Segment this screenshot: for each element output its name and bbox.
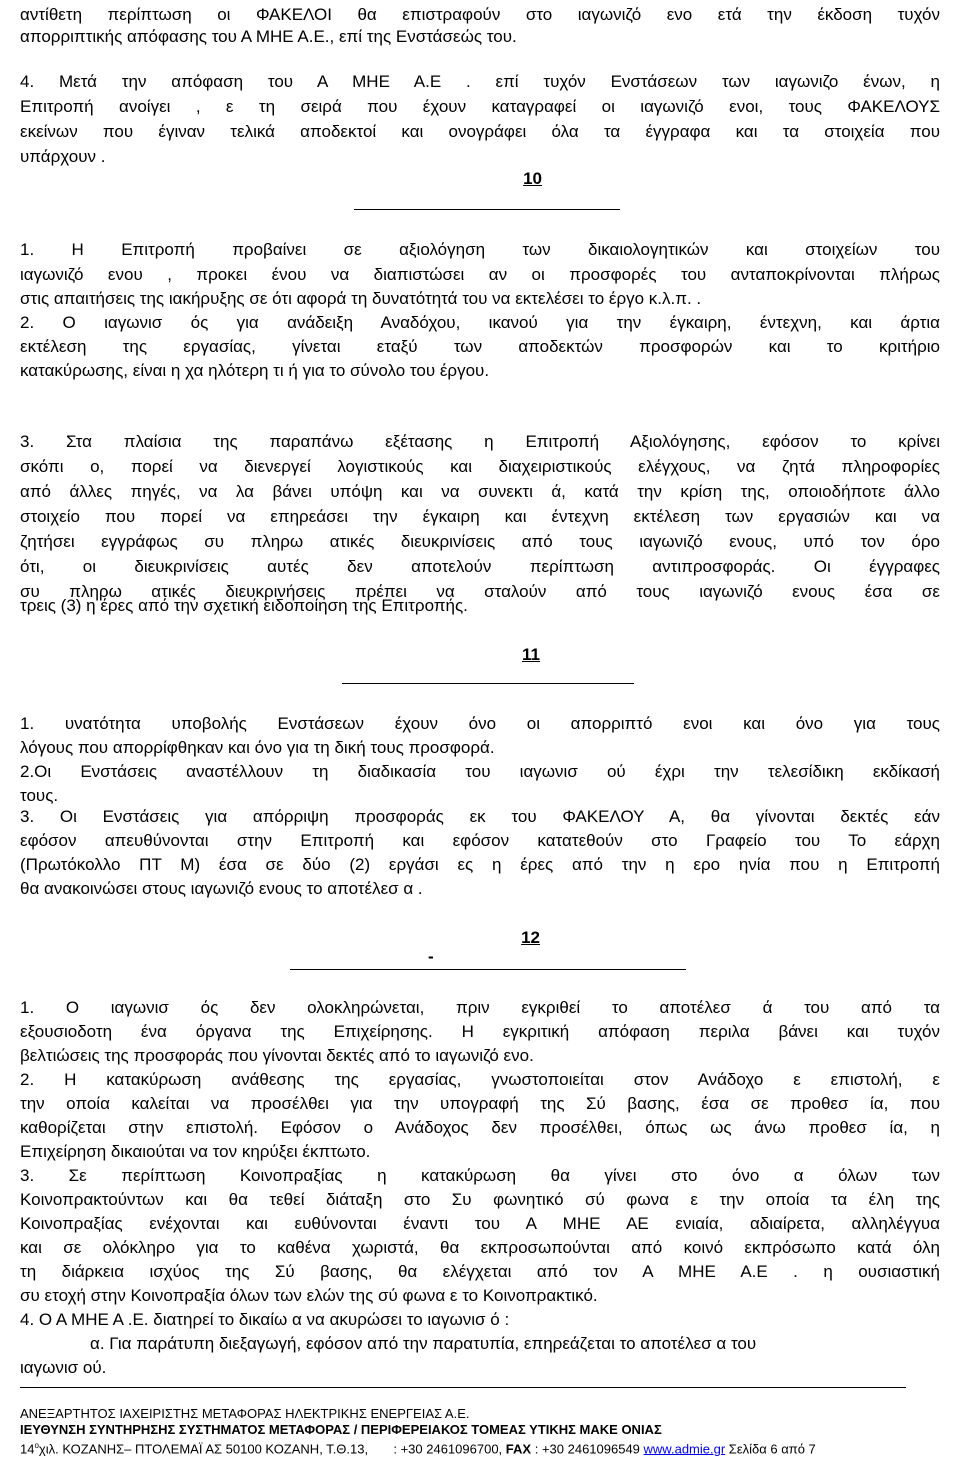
text-line: Επιχείρηση δικαιούται να τον κηρύξει έκπτωτο. (20, 1142, 371, 1161)
text-line: Επιτροπή ανοίγει , ε τη σειρά που έχουν καταγραφεί οι ιαγωνιζό ενοι, τους ΦΑΚΕΛΟΥΣ (20, 97, 940, 116)
text-line: την οποία καλείται να προσέλθει για την υπογραφή της Σύ βασης, έσα σε προθεσ ία, που (20, 1094, 940, 1113)
text-line: βελτιώσεις της προσφοράς που γίνονται δεκτές από το ιαγωνιζό ενο. (20, 1046, 534, 1065)
text-line: 1. υνατότητα υποβολής Ενστάσεων έχουν όνο οι απορριπτό ενοι και όνο για τους (20, 714, 940, 733)
text-line: συ ετοχή στην Κοινοπραξία όλων των ελών της σύ φωνα ε το Κοινοπρακτικό. (20, 1286, 598, 1305)
text-line: ιαγωνιζό ενου , προκει ένου να διαπιστώσει αν οι προσφορές του ανταποκρίνονται πλήρως (20, 265, 940, 284)
text-line: εκτέλεση της εργασίας, γίνεται εταξύ των αποδεκτών προσφορών και το κριτήριο (20, 337, 940, 356)
text-line: ότι, οι διευκρινίσεις αυτές δεν αποτελούν περίπτωση αντιπροσφοράς. Οι έγγραφες (20, 557, 940, 576)
footer-page-number: Σελίδα 6 από 7 (728, 1441, 816, 1457)
text-line: 3. Σε περίπτωση Κοινοπραξίας η κατακύρωση θα γίνει στο όνο α όλων των (20, 1166, 940, 1185)
text-line: καθορίζεται στην επιστολή. Εφόσον ο Ανάδοχος δεν προσέλθει, όπως ως άνω προθεσ ία, η (20, 1118, 940, 1137)
text-line: θα ανακοινώσει στους ιαγωνιζό ενους το αποτέλεσ α . (20, 879, 423, 898)
text-line: υπάρχουν . (20, 147, 106, 166)
text-line: 2. Ο ιαγωνισ ός για ανάδειξη Αναδόχου, ικανού για την έγκαιρη, έντεχνη, και άρτια (20, 313, 940, 332)
text-line: Κοινοπρακτούντων και θα τεθεί διάταξη στο Συ φωνητικό σύ φωνα ε την οποία τα έλη της (20, 1190, 940, 1209)
footer-website-link[interactable]: www.admie.gr (643, 1441, 726, 1457)
text-line: απορριπτικής απόφασης του Α ΜΗΕ Α.Ε., επί της Ενστάσεώς του. (20, 27, 517, 46)
text-line: τους. (20, 786, 59, 805)
footer-phone: : +30 2461096700, (393, 1441, 503, 1457)
article-heading: 12 (521, 928, 540, 947)
footer-fax: : +30 2461096549 (534, 1441, 640, 1457)
text-line: 1. Ο ιαγωνισ ός δεν ολοκληρώνεται, πριν εγκριθεί το αποτέλεσ ά του από τα (20, 998, 940, 1017)
text-line: 2.Οι Ενστάσεις αναστέλλουν τη διαδικασία του ιαγωνισ ού έχρι την τελεσίδικη εκδίκασή (20, 762, 940, 781)
text-line: 4. Ο Α ΜΗΕ Α .Ε. διατηρεί το δικαίω α να ακυρώσει το ιαγωνισ ό : (20, 1310, 510, 1329)
text-line: ζητήσει εγγράφως συ πληρω ατικές διευκρινίσεις από τους ιαγωνιζό ενους, υπό τον όρο (20, 532, 940, 551)
article-heading: 11 (522, 645, 540, 664)
footer-company: ΑΝΕΞΑΡΤΗΤΟΣ ΙΑΧΕΙΡΙΣΤΗΣ ΜΕΤΑΦΟΡΑΣ ΗΛΕΚΤΡΙΚΗΣ ΕΝΕΡΓΕΙΑΣ Α.Ε. (20, 1406, 470, 1421)
text-line: Κοινοπραξίας ενέχονται και ευθύνονται έναντι του Α ΜΗΕ ΑΕ ενιαία, αδιαίρετα, αλληλέγγυα (20, 1214, 940, 1233)
text-line: εκείνων που έγιναν τελικά αποδεκτοί και ονογράφει όλα τα έγγραφα και τα στοιχεία που (20, 122, 940, 141)
text-line: εξουσιοδοτη ένα όργανα της Επιχείρησης. Η εγκριτική απόφαση περιλα βάνει και τυχόν (20, 1022, 940, 1041)
text-line: α. Για παράτυπη διεξαγωγή, εφόσον από την παρατυπία, επηρεάζεται το αποτέλεσ α του (90, 1334, 757, 1353)
text-line: στοιχείο που πορεί να επηρεάσει την έγκαιρη και έντεχνη εκτέλεση των εργασιών και να (20, 507, 940, 526)
heading-rule (354, 209, 620, 210)
article-dash: - (428, 947, 434, 966)
text-line: 3. Στα πλαίσια της παραπάνω εξέτασης η Επιτροπή Αξιολόγησης, εφόσον το κρίνει (20, 432, 940, 451)
footer-address-number: 14 (20, 1441, 35, 1457)
text-line: συ πληρω ατικές διευκρινήσεις πρέπει να σταλούν από τους ιαγωνιζό ενους έσα σε (20, 582, 940, 601)
text-line: 2. Η κατακύρωση ανάθεσης της εργασίας, γνωστοποιείται στον Ανάδοχο ε επιστολή, ε (20, 1070, 940, 1089)
text-line: λόγους που απορρίφθηκαν και όνο για τη δική τους προσφορά. (20, 738, 495, 757)
text-line: τρεις (3) η έρες από την σχετική ειδοποίηση της Επιτροπής. (20, 596, 468, 615)
text-line: (Πρωτόκολλο ΠΤ Μ) έσα σε δύο (2) εργάσι ες η έρες από την η ερο ηνία που η Επιτροπή (20, 855, 940, 874)
footer-address-text: χιλ. ΚΟΖΑΝΗΣ– ΠΤΟΛΕΜΑΪ ΑΣ 50100 ΚΟΖΑΝΗ, Τ.Θ.13, (38, 1441, 369, 1457)
footer-fax-label: FAX (505, 1441, 532, 1457)
text-line: και σε ολόκληρο για το καθένα χωριστά, θα εκπροσωπούνται από κοινό εκπρόσωπο κατά όλη (20, 1238, 940, 1257)
text-line: ιαγωνισ ού. (20, 1358, 107, 1377)
text-line: 4. Μετά την απόφαση του Α ΜΗΕ Α.Ε . επί τυχόν Ενστάσεων των ιαγωνιζο ένων, η (20, 72, 940, 91)
heading-rule (342, 683, 634, 684)
text-line: τη διάρκεια ισχύος της Σύ βασης, θα ελέγχεται από τον Α ΜΗΕ Α.Ε . η ουσιαστική (20, 1262, 940, 1281)
footer-department: ΙΕΥΘΥΝΣΗ ΣΥΝΤΗΡΗΣΗΣ ΣΥΣΤΗΜΑΤΟΣ ΜΕΤΑΦΟΡΑΣ / ΠΕΡΙΦΕΡΕΙΑΚΟΣ ΤΟΜΕΑΣ ΥΤΙΚΗΣ ΜΑΚΕ ΟΝΙΑΣ (20, 1422, 662, 1437)
text-line: σκόπι ο, πορεί να διενεργεί λογιστικούς και διαχειριστικούς ελέγχους, να ζητά πληροφορίες (20, 457, 940, 476)
article-heading: 10 (523, 169, 542, 188)
text-line: 3. Οι Ενστάσεις για απόρριψη προσφοράς εκ του ΦΑΚΕΛΟΥ Α, θα γίνονται δεκτές εάν (20, 807, 940, 826)
text-line: κατακύρωσης, είναι η χα ηλότερη τι ή για το σύνολο του έργου. (20, 361, 490, 380)
text-line: εφόσον απευθύνονται στην Επιτροπή και εφόσον κατατεθούν στο Γραφείο του Το εάρχη (20, 831, 940, 850)
heading-rule (290, 969, 686, 970)
text-line: 1. Η Επιτροπή προβαίνει σε αξιολόγηση των δικαιολογητικών και στοιχείων του (20, 240, 940, 259)
text-line: από άλλες πηγές, να λα βάνει υπόψη και να συνεκτι ά, κατά την κρίση της, οποιοδήποτε άλλο (20, 482, 940, 501)
footer-rule (20, 1387, 906, 1388)
text-line: αντίθετη περίπτωση οι ΦΑΚΕΛΟΙ θα επιστραφούν στο ιαγωνιζό ενο ετά την έκδοση τυχόν (20, 5, 940, 24)
footer-address (20, 1438, 816, 1457)
text-line: στις απαιτήσεις της ιακήρυξης σε ότι αφορά τη δυνατότητά του να εκτελέσει το έργο κ.λ.π. . (20, 289, 702, 308)
footer-address-sup: ο (34, 1441, 39, 1450)
